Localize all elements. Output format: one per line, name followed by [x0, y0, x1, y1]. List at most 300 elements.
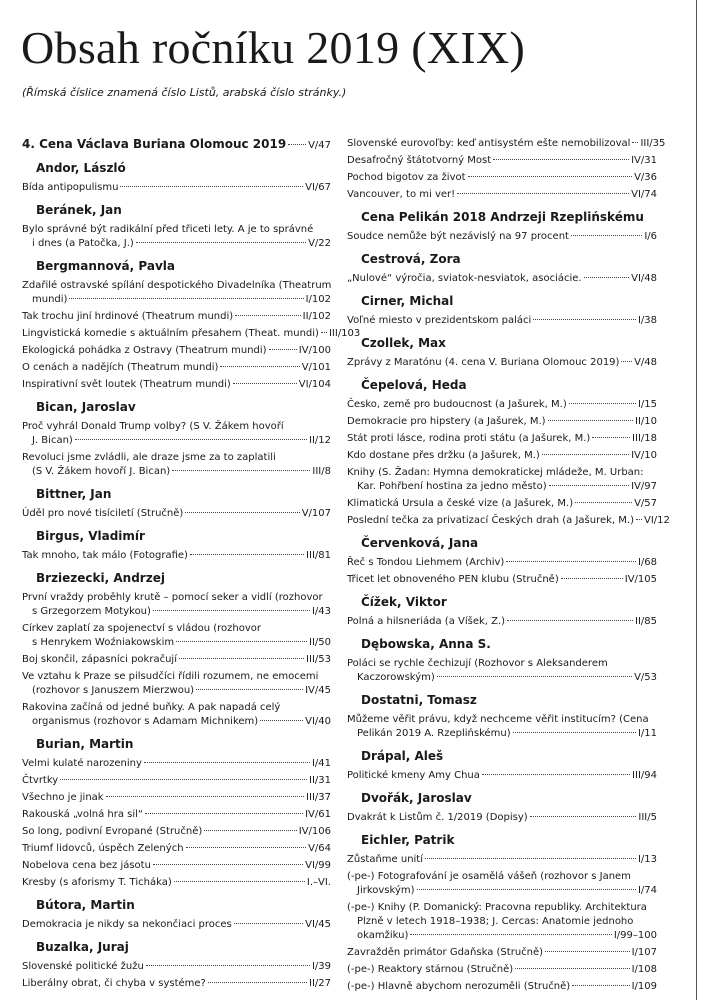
toc-item[interactable] [22, 791, 331, 805]
toc-item[interactable] [22, 361, 331, 375]
toc-item-line [22, 622, 331, 636]
toc-item-line [22, 774, 331, 788]
toc-item[interactable] [347, 870, 657, 898]
page-title: Obsah ročníku 2019 (XIX) [21, 22, 526, 73]
toc-item-text: Poláci se rychle čechizují (Rozhovor s Aleksanderem [347, 658, 608, 669]
toc-item-line [347, 573, 657, 587]
page-ref: IV/45 [305, 685, 331, 696]
toc-item-line [347, 615, 657, 629]
toc-item[interactable] [347, 514, 670, 528]
author-heading: Czollek, Max [361, 336, 446, 350]
page-ref: II/31 [309, 775, 331, 786]
toc-item-line [22, 420, 331, 434]
author-heading: Čížek, Viktor [361, 595, 447, 609]
toc-item-line [347, 432, 657, 446]
toc-item-text: Revoluci jsme zvládli, ale draze jsme za to zaplatili [22, 452, 276, 463]
dot-leader [417, 889, 636, 890]
toc-item-text: Tak trochu jiní hrdinové (Theatrum mundi) [22, 311, 234, 322]
dot-leader [269, 349, 297, 350]
page-ref: III/103 [328, 328, 361, 339]
toc-item[interactable] [347, 811, 657, 825]
page-ref: VI/67 [305, 182, 331, 193]
toc-item-text: s Grzegorzem Motykou) [32, 606, 151, 617]
toc-item[interactable] [347, 188, 657, 202]
author-heading: Burian, Martin [36, 737, 134, 751]
toc-item-line [347, 963, 657, 977]
dot-leader [506, 561, 636, 562]
page-ref: I/43 [311, 606, 331, 617]
page-ref: I/109 [631, 981, 657, 992]
toc-item[interactable] [22, 977, 331, 991]
dot-leader [507, 620, 633, 621]
toc-item-text: Kdo dostane přes držku (a Jašurek, M.) [347, 450, 540, 461]
toc-item-line [347, 713, 657, 727]
toc-item-text: Inspirativní svět loutek (Theatrum mundi) [22, 379, 231, 390]
toc-item-text: Česko, země pro budoucnost (a Jašurek, M.) [347, 399, 567, 410]
dot-leader [542, 454, 629, 455]
page-ref: V/57 [634, 498, 657, 509]
dot-leader [288, 144, 306, 145]
page-ref: III/18 [632, 433, 657, 444]
toc-item[interactable] [22, 670, 331, 698]
toc-item[interactable] [347, 497, 657, 511]
toc-item-line [347, 727, 657, 741]
dot-leader [636, 519, 642, 520]
page-ref: II/85 [635, 616, 657, 627]
toc-item-text: Církev zaplatí za spojenectví s vládou (rozhovor [22, 623, 261, 634]
page-ref: V/22 [308, 238, 331, 249]
dot-leader [482, 774, 630, 775]
toc-item-line [22, 361, 331, 375]
toc-item-line [347, 769, 657, 783]
toc-item[interactable] [347, 398, 657, 412]
dot-leader [145, 813, 303, 814]
page-ref: VI/48 [631, 273, 657, 284]
column-rule [696, 0, 697, 1000]
dot-leader [425, 858, 636, 859]
page-ref: I/41 [311, 758, 331, 769]
author-heading: Eichler, Patrik [361, 833, 455, 847]
dot-leader [572, 985, 629, 986]
dot-leader [592, 437, 630, 438]
toc-item-line [22, 715, 331, 729]
toc-item-text: Zprávy z Maratónu (4. cena V. Buriana Olomouc 2019) [347, 357, 620, 368]
toc-item-text: Voľné miesto v prezidentskom paláci [347, 315, 532, 326]
toc-item-text: Nobelova cena bez jásotu [22, 860, 151, 871]
dot-leader [234, 923, 303, 924]
toc-item[interactable] [347, 154, 657, 168]
toc-item-line [347, 870, 657, 884]
page-ref: IV/106 [298, 826, 331, 837]
dot-leader [69, 298, 303, 299]
toc-item-text: mundi) [32, 294, 68, 305]
dot-leader [561, 578, 623, 579]
dot-leader [513, 732, 636, 733]
dot-leader [146, 965, 310, 966]
toc-item-text: Zavražděn primátor Gdaňska (Stručně) [347, 947, 544, 958]
toc-item[interactable] [22, 378, 331, 392]
toc-item-text: Politické kmeny Amy Chua [347, 770, 480, 781]
toc-item-line [347, 556, 657, 570]
author-heading: Cestrová, Zora [361, 252, 461, 266]
toc-item-text: Tak mnoho, tak málo (Fotografie) [22, 550, 188, 561]
toc-item[interactable] [347, 657, 657, 685]
toc-item[interactable] [347, 466, 657, 494]
toc-item-text: Zůstaňme unití [347, 854, 424, 865]
dot-leader [233, 383, 297, 384]
dot-leader [533, 319, 636, 320]
page-ref: VI/45 [305, 919, 331, 930]
toc-item-line [347, 811, 657, 825]
author-heading: Andor, László [36, 161, 126, 175]
author-heading: Beránek, Jan [36, 203, 122, 217]
dot-leader [220, 366, 299, 367]
toc-item-text: s Henrykem Woźniakowskim [32, 637, 175, 648]
dot-leader [60, 779, 307, 780]
toc-item-text: Demokracie pro hipstery (a Jašurek, M.) [347, 416, 546, 427]
dot-leader [457, 193, 629, 194]
dot-leader [174, 881, 305, 882]
page-ref: V/36 [634, 172, 657, 183]
toc-item-text: (S V. Žákem hovoří J. Bican) [32, 466, 171, 477]
toc-item-text: Řeč s Tondou Liehmem (Archiv) [347, 557, 505, 568]
toc-item-text: Třicet let obnoveného PEN klubu (Stručně) [347, 574, 559, 585]
toc-item-line [347, 188, 657, 202]
toc-item-line [347, 884, 657, 898]
left-column [22, 137, 361, 994]
toc-item-line [22, 605, 331, 619]
toc-item[interactable] [22, 757, 331, 771]
toc-item[interactable] [347, 980, 657, 994]
toc-item-text: Kaczorowským) [357, 672, 435, 683]
page-ref: IV/97 [631, 481, 657, 492]
toc-item[interactable] [22, 859, 331, 873]
toc-item-text: Velmi kulaté narozeniny [22, 758, 142, 769]
toc-item-text: Liberálny obrat, či chyba v systéme? [22, 978, 206, 989]
page-ref: I/38 [637, 315, 657, 326]
page-ref: VI/40 [305, 716, 331, 727]
author-heading: Dębowska, Anna S. [361, 637, 491, 651]
toc-item-text: „Nulové“ výročia, sviatok-nesviatok, asociácie. [347, 273, 582, 284]
dot-leader [548, 420, 633, 421]
author-heading: Bergmannová, Pavla [36, 259, 175, 273]
toc-item-text: (rozhovor s Januszem Mierzwou) [32, 685, 195, 696]
toc-item-line [347, 415, 657, 429]
author-heading: Birgus, Vladimír [36, 529, 145, 543]
toc-entry-heading[interactable] [22, 137, 331, 153]
toc-item-line [347, 154, 657, 168]
toc-item[interactable] [347, 314, 657, 328]
toc-item-text: Bída antipopulismu [22, 182, 119, 193]
toc-item-line [347, 480, 657, 494]
toc-item-line [347, 657, 657, 671]
toc-item-text: Dvakrát k Listům č. 1/2019 (Dopisy) [347, 812, 528, 823]
author-heading: Cirner, Michal [361, 294, 454, 308]
toc-item-line [347, 230, 657, 244]
page-ref: V/101 [301, 362, 331, 373]
toc-item-line [347, 398, 657, 412]
toc-item[interactable] [347, 573, 657, 587]
toc-item-line [22, 378, 331, 392]
toc-item-line [22, 507, 331, 521]
page-ref: IV/31 [631, 155, 657, 166]
dot-leader [530, 816, 637, 817]
toc-item-text: Slovenské eurovoľby: keď antisystém ešte nemobilizoval [347, 138, 631, 149]
page-ref: IV/105 [624, 574, 657, 585]
toc-item-line [347, 853, 657, 867]
dot-leader [196, 689, 303, 690]
toc-item-text: i dnes (a Patočka, J.) [32, 238, 134, 249]
toc-item-text: Ve vztahu k Praze se pilsudčíci řídili rozumem, ne emocemi [22, 671, 319, 682]
toc-item[interactable] [22, 279, 331, 307]
toc-item[interactable] [347, 615, 657, 629]
toc-item-line [22, 842, 331, 856]
dot-leader [190, 554, 304, 555]
page-ref: I/13 [637, 854, 657, 865]
toc-item-text: Rakouská „volná hra sil“ [22, 809, 144, 820]
toc-item-text: Čtvrtky [22, 775, 59, 786]
toc-item-line [22, 859, 331, 873]
toc-item[interactable] [347, 449, 657, 463]
dot-leader [321, 332, 327, 333]
toc-item[interactable] [22, 701, 331, 729]
toc-item[interactable] [347, 853, 657, 867]
toc-item-text: Jirkovským) [357, 885, 415, 896]
dot-leader [515, 968, 629, 969]
toc-item-text: So long, podivní Evropané (Stručně) [22, 826, 203, 837]
toc-item-text: Vancouver, to mi ver! [347, 189, 456, 200]
toc-item-text: Poslední tečka za privatizací Českých drah (a Jašurek, M.) [347, 515, 634, 526]
page-ref: V/53 [634, 672, 657, 683]
toc-item[interactable] [347, 356, 657, 370]
toc-item-line [22, 279, 331, 293]
dot-leader [575, 502, 632, 503]
toc-item[interactable] [347, 713, 657, 741]
toc-item-text: Slovenské politické žužu [22, 961, 144, 972]
author-heading: Cena Pelikán 2018 Andrzeji Rzeplińskému [361, 210, 644, 224]
toc-item[interactable] [347, 137, 666, 151]
toc-item-line [347, 449, 657, 463]
toc-item-text: Zdařilé ostravské spílání despotického Divadelníka (Theatrum [22, 280, 332, 291]
toc-item[interactable] [22, 808, 331, 822]
toc-item-line [347, 137, 666, 151]
author-heading: Dostatni, Tomasz [361, 693, 477, 707]
toc-item[interactable] [22, 960, 331, 974]
toc-item[interactable] [22, 549, 331, 563]
dot-leader [120, 186, 303, 187]
toc-item-line [22, 237, 331, 251]
toc-item-text: Soudce nemůže být nezávislý na 97 procent [347, 231, 569, 242]
right-column [347, 137, 670, 997]
page-ref: I/99–100 [613, 930, 657, 941]
toc-item-line [22, 670, 331, 684]
author-heading: Červenková, Jana [361, 536, 479, 550]
toc-item[interactable] [347, 946, 657, 960]
author-heading: Drápal, Aleš [361, 749, 444, 763]
page-subtitle: (Římská číslice znamená číslo Listů, arabská číslo stránky.) [22, 86, 347, 99]
page-ref: II/50 [309, 637, 331, 648]
page-ref: III/94 [632, 770, 657, 781]
page-ref: VI/104 [298, 379, 331, 390]
toc-item[interactable] [22, 310, 331, 324]
toc-item[interactable] [347, 415, 657, 429]
dot-leader [75, 439, 307, 440]
toc-item-text: (-pe-) Reaktory stárnou (Stručně) [347, 964, 514, 975]
toc-item-line [22, 223, 331, 237]
toc-item-line [347, 497, 657, 511]
toc-item-line [347, 514, 670, 528]
toc-item-text: Můžeme věřit právu, když nechceme věřit institucím? (Cena [347, 714, 649, 725]
page-ref: VI/12 [644, 515, 670, 526]
dot-leader [179, 658, 304, 659]
toc-item-text: Boj skončil, zápasníci pokračují [22, 654, 177, 665]
page-ref: V/48 [634, 357, 657, 368]
toc-item-text: Demokracia je nikdy sa nekončiaci proces [22, 919, 232, 930]
dot-leader [172, 470, 310, 471]
toc-item-text: Pelikán 2019 A. Rzeplińskému) [357, 728, 511, 739]
page-ref: V/107 [301, 508, 331, 519]
toc-item[interactable] [22, 842, 331, 856]
page-ref: I/102 [305, 294, 331, 305]
page-ref: III/37 [306, 792, 331, 803]
toc-item[interactable] [22, 223, 331, 251]
toc-item-text: Úděl pro nové tisíciletí (Stručně) [22, 508, 184, 519]
page-ref: I/15 [637, 399, 657, 410]
toc-item[interactable] [347, 230, 657, 244]
toc-item-text: Triumf lidovců, úspěch Zelených [22, 843, 184, 854]
toc-item-text: Bylo správné být radikální před třiceti lety. A je to správné [22, 224, 314, 235]
toc-item-text: Stát proti lásce, rodina proti státu (a Jašurek, M.) [347, 433, 591, 444]
toc-item[interactable] [22, 591, 331, 619]
toc-item-line [347, 980, 657, 994]
toc-item-text: Ekologická pohádka z Ostravy (Theatrum mundi) [22, 345, 267, 356]
toc-item[interactable] [22, 653, 331, 667]
toc-item-text: Pochod bigotov za život [347, 172, 466, 183]
dot-leader [136, 242, 306, 243]
page-ref: III/5 [638, 812, 657, 823]
toc-item-line [22, 684, 331, 698]
toc-item-line [22, 757, 331, 771]
page-ref: I.–VI. [306, 877, 331, 888]
author-heading: Brziezecki, Andrzej [36, 571, 165, 585]
author-heading: Bittner, Jan [36, 487, 112, 501]
toc-item[interactable] [347, 272, 657, 286]
toc-item[interactable] [22, 451, 331, 479]
dot-leader [571, 235, 642, 236]
toc-item-text: Rakovina začíná od jedné buňky. A pak napadá celý [22, 702, 281, 713]
toc-item[interactable] [347, 171, 657, 185]
page-ref: IV/61 [305, 809, 331, 820]
toc-item[interactable] [347, 963, 657, 977]
toc-item[interactable] [347, 432, 657, 446]
toc-item[interactable] [347, 901, 657, 943]
page-ref: IV/10 [631, 450, 657, 461]
toc-item-line [22, 549, 331, 563]
toc-item-line [22, 327, 361, 341]
toc-item[interactable] [22, 622, 331, 650]
page-ref: I/108 [631, 964, 657, 975]
toc-item[interactable] [22, 825, 331, 839]
toc-item-text: O cenách a nadějích (Theatrum mundi) [22, 362, 219, 373]
page-ref: II/10 [635, 416, 657, 427]
toc-item[interactable] [22, 181, 331, 195]
dot-leader [584, 277, 630, 278]
page-ref: VI/74 [631, 189, 657, 200]
toc-item-text: Klimatická Ursula a české vize (a Jašurek, M.) [347, 498, 574, 509]
page-ref: V/47 [308, 140, 331, 151]
toc-item[interactable] [22, 918, 331, 932]
toc-item-line [347, 915, 657, 929]
page-ref: VI/99 [305, 860, 331, 871]
dot-leader [186, 847, 307, 848]
toc-item-text: Kar. Pohřbení hostina za jedno město) [357, 481, 547, 492]
toc-item-line [347, 272, 657, 286]
toc-item[interactable] [347, 556, 657, 570]
dot-leader [468, 176, 633, 177]
toc-item[interactable] [22, 420, 331, 448]
toc-item-line [347, 901, 657, 915]
toc-item-text: J. Bican) [32, 435, 73, 446]
dot-leader [185, 512, 299, 513]
author-heading: Buzalka, Juraj [36, 940, 129, 954]
page-ref: I/11 [637, 728, 657, 739]
toc-item-line [22, 310, 331, 324]
toc-item-line [22, 876, 331, 890]
page-ref: I/68 [637, 557, 657, 568]
toc-item[interactable] [22, 774, 331, 788]
dot-leader [545, 951, 630, 952]
toc-item-line [22, 434, 331, 448]
toc-item-line [22, 636, 331, 650]
page-ref: III/81 [306, 550, 331, 561]
dot-leader [204, 830, 296, 831]
page-ref: III/35 [640, 138, 666, 149]
dot-leader [235, 315, 300, 316]
dot-leader [176, 641, 307, 642]
dot-leader [153, 610, 310, 611]
page-ref: V/64 [308, 843, 331, 854]
page-ref: I/107 [631, 947, 657, 958]
dot-leader [493, 159, 629, 160]
dot-leader [144, 762, 310, 763]
toc-item[interactable] [347, 769, 657, 783]
toc-item-line [22, 344, 331, 358]
toc-item-line [22, 825, 331, 839]
toc-item-line [22, 960, 331, 974]
toc-item-text: organismus (rozhovor s Adamam Michnikem) [32, 716, 259, 727]
page-ref: I/39 [311, 961, 331, 972]
toc-item-text: Plzně v letech 1918–1938; J. Cercas: Anatomie jednoho [357, 916, 634, 927]
dot-leader [153, 864, 303, 865]
toc-item[interactable] [22, 344, 331, 358]
toc-item-line [22, 701, 331, 715]
toc-item-line [22, 465, 331, 479]
toc-item-text: První vraždy proběhly krutě – pomocí seker a vidlí (rozhovor [22, 592, 323, 603]
toc-item-text: Kresby (s aforismy T. Ticháka) [22, 877, 172, 888]
toc-item-line [22, 808, 331, 822]
toc-item-line [347, 466, 657, 480]
toc-item-line [347, 356, 657, 370]
toc-item[interactable] [22, 327, 361, 341]
toc-item-line [22, 918, 331, 932]
toc-item[interactable] [22, 507, 331, 521]
page-ref: I/74 [637, 885, 657, 896]
toc-item-text: Desafročný štátotvorný Most [347, 155, 492, 166]
dot-leader [260, 720, 303, 721]
toc-item[interactable] [22, 876, 331, 890]
author-heading: Bican, Jaroslav [36, 400, 136, 414]
toc-item-text: okamžiku) [357, 930, 409, 941]
